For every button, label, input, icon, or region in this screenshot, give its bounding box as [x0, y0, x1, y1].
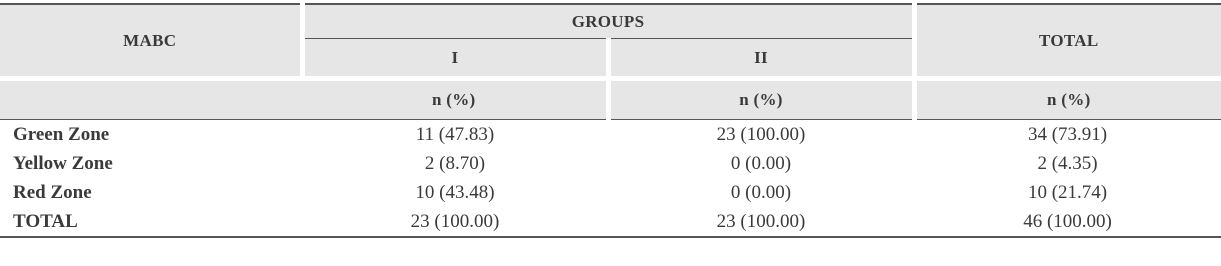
header-group-1: I: [302, 39, 608, 79]
cell-total: 10 (21.74): [1027, 181, 1108, 203]
table-row: [0, 149, 1221, 178]
cell-group-2: 0 (0.00): [730, 152, 792, 174]
row-label: Yellow Zone: [13, 152, 113, 174]
header-blank-cell: [0, 79, 302, 120]
cell-total: 2 (4.35): [1037, 152, 1098, 174]
header-unit-total: n (%): [914, 79, 1221, 120]
table-row: [0, 207, 1221, 237]
header-mabc: MABC: [0, 4, 302, 79]
table-header: [0, 4, 1221, 120]
results-table: [0, 3, 1221, 238]
header-groups: GROUPS: [302, 4, 914, 39]
table-row: [0, 178, 1221, 207]
header-total: TOTAL: [914, 4, 1221, 79]
cell-group-1: 23 (100.00): [410, 210, 500, 232]
table-body: [0, 120, 1221, 238]
header-unit-group-2: n (%): [608, 79, 914, 120]
header-unit-group-1: n (%): [302, 79, 608, 120]
row-label: Green Zone: [13, 123, 110, 145]
cell-total: 34 (73.91): [1027, 123, 1108, 145]
cell-group-2: 23 (100.00): [716, 210, 806, 232]
table-row: [0, 120, 1221, 150]
cell-total: 46 (100.00): [1023, 210, 1112, 232]
cell-group-1: 11 (47.83): [415, 123, 495, 145]
cell-group-2: 0 (0.00): [730, 181, 792, 203]
cell-group-2: 23 (100.00): [716, 123, 806, 145]
row-label: TOTAL: [13, 210, 78, 232]
cell-group-1: 10 (43.48): [415, 181, 495, 203]
header-group-2: II: [608, 39, 914, 79]
row-label: Red Zone: [13, 181, 92, 203]
cell-group-1: 2 (8.70): [424, 152, 486, 174]
